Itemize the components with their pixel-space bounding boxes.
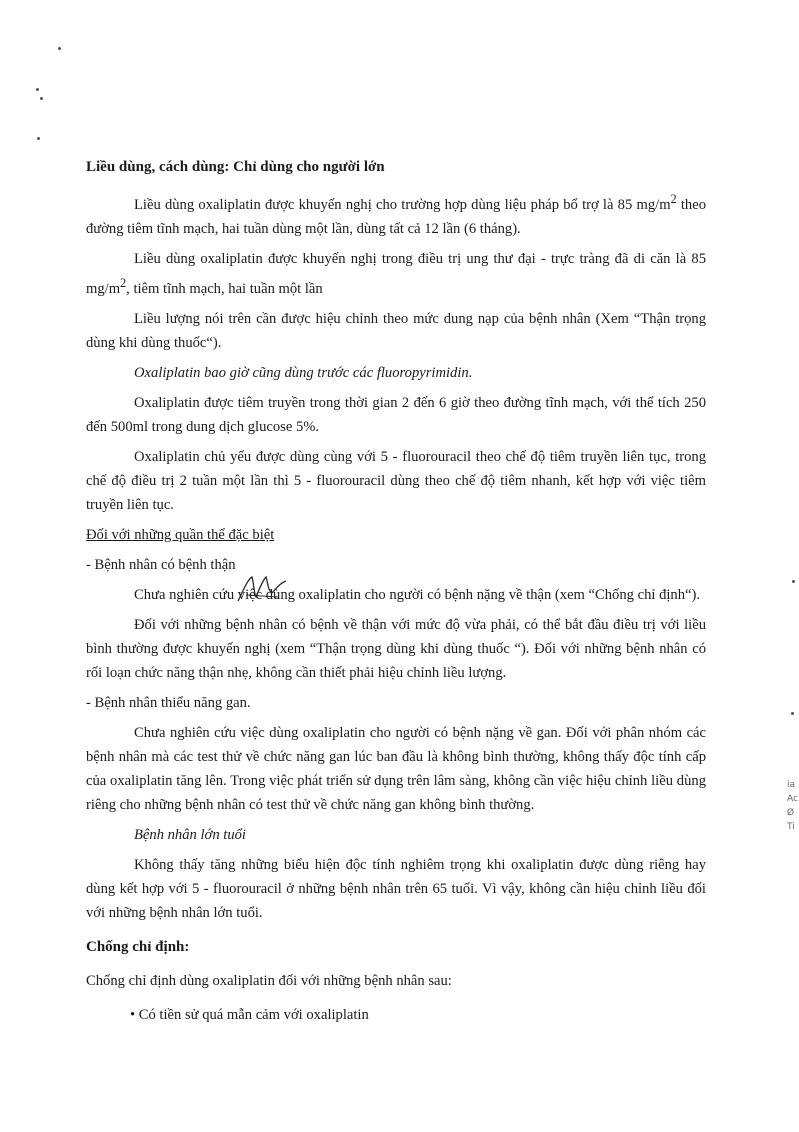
hepatic-title: - Bệnh nhân thiểu năng gan. xyxy=(86,694,251,711)
hepatic-paragraph: Chưa nghiên cứu việc dùng oxaliplatin cho người có bệnh nặng về gan. Đối với phân nhóm các bệnh nhân mà các test thử về chức năng gan lúc ban đầu là không bình thường, không thấy độc tính cấp của oxaliplatin tăng lên. Trong việc phát triển sử dụng trên lâm sàng, không cần việc hiệu chỉnh liều dùng riêng cho những bệnh nhân có test thử về chức năng gan không bình thường. xyxy=(86,724,706,813)
scan-speck xyxy=(36,88,39,91)
renal-title: - Bệnh nhân có bệnh thận xyxy=(86,556,236,573)
contraindication-item: • Có tiền sử quá mẫn cảm với oxaliplatin xyxy=(130,1006,369,1023)
dosage-paragraph-adjuvant: Liều dùng oxaliplatin được khuyến nghị cho trường hợp dùng liệu pháp bổ trợ là 85 $mg/m^2$ theo đường tiêm tĩnh mạch, hai tuần dùng một lần, dùng tất cả 12 lần (6 tháng). xyxy=(86,192,706,237)
dosage-heading-label: Liều dùng, cách dùng: xyxy=(86,159,234,175)
dosage-paragraph-order: Oxaliplatin bao giờ cũng dùng trước các fluoropyrimidin. xyxy=(134,364,473,381)
margin-mark: Ac xyxy=(787,794,798,804)
dosage-heading xyxy=(86,155,706,179)
dosage-paragraph-infusion: Oxaliplatin được tiêm truyền trong thời gian 2 đến 6 giờ theo đường tĩnh mạch, với thể tích 250 đến 500ml trong dung dịch glucose 5%. xyxy=(86,394,706,435)
elderly-paragraph: Không thấy tăng những biểu hiện độc tính nghiêm trọng khi oxaliplatin được dùng riêng hay dùng kết hợp với 5 - fluorouracil ở những bệnh nhân trên 65 tuổi. Vì vậy, không cần hiệu chỉnh liều đối với những bệnh nhân lớn tuổi. xyxy=(86,856,706,921)
scan-speck xyxy=(791,712,794,715)
document-body xyxy=(86,155,706,1027)
margin-mark: Ti xyxy=(787,822,795,832)
dosage-paragraph-adjustment: Liều lượng nói trên cần được hiệu chỉnh theo mức dung nạp của bệnh nhân (Xem “Thận trọng dùng khi dùng thuốc“). xyxy=(86,310,706,351)
scan-speck xyxy=(58,47,61,50)
special-populations-heading: Đối với những quần thể đặc biệt xyxy=(86,526,275,543)
margin-mark: Ø xyxy=(787,808,795,818)
dosage-heading-emphasis: Chỉ dùng cho người lớn xyxy=(233,159,385,175)
renal-paragraph-moderate: Đối với những bệnh nhân có bệnh về thận với mức độ vừa phải, có thể bắt đầu điều trị với liều bình thường được khuyến nghị (xem “Thận trọng dùng khi dùng thuốc “). Đối với những bệnh nhân có rối loạn chức năng thận nhẹ, không cần thiết phải hiệu chỉnh liều lượng. xyxy=(86,616,706,681)
handwritten-initials xyxy=(232,571,292,607)
dosage-paragraph-metastatic: Liều dùng oxaliplatin được khuyến nghị trong điều trị ung thư đại - trực tràng đã di căn là 85 $mg/m^2$, tiêm tĩnh mạch, hai tuần một lần xyxy=(86,250,706,297)
contraindications-heading: Chống chỉ định: xyxy=(86,938,190,955)
scan-speck xyxy=(40,97,43,100)
elderly-title: Bệnh nhân lớn tuổi xyxy=(134,826,246,843)
scan-speck xyxy=(37,137,40,140)
renal-paragraph-severe: Chưa nghiên cứu việc dùng oxaliplatin cho người có bệnh nặng về thận (xem “Chống chỉ định“). xyxy=(134,586,701,603)
scan-speck xyxy=(792,580,795,583)
margin-mark: ia xyxy=(787,780,796,790)
dosage-paragraph-combination: Oxaliplatin chủ yếu được dùng cùng với 5 - fluorouracil theo chế độ tiêm truyền liên tục, trong chế độ điều trị 2 tuần một lần thì 5 - fluorouracil dùng theo chế độ tiêm nhanh, kết hợp với việc tiêm truyền liên tục. xyxy=(86,448,706,513)
contraindications-intro: Chống chỉ định dùng oxaliplatin đối với những bệnh nhân sau: xyxy=(86,972,452,989)
